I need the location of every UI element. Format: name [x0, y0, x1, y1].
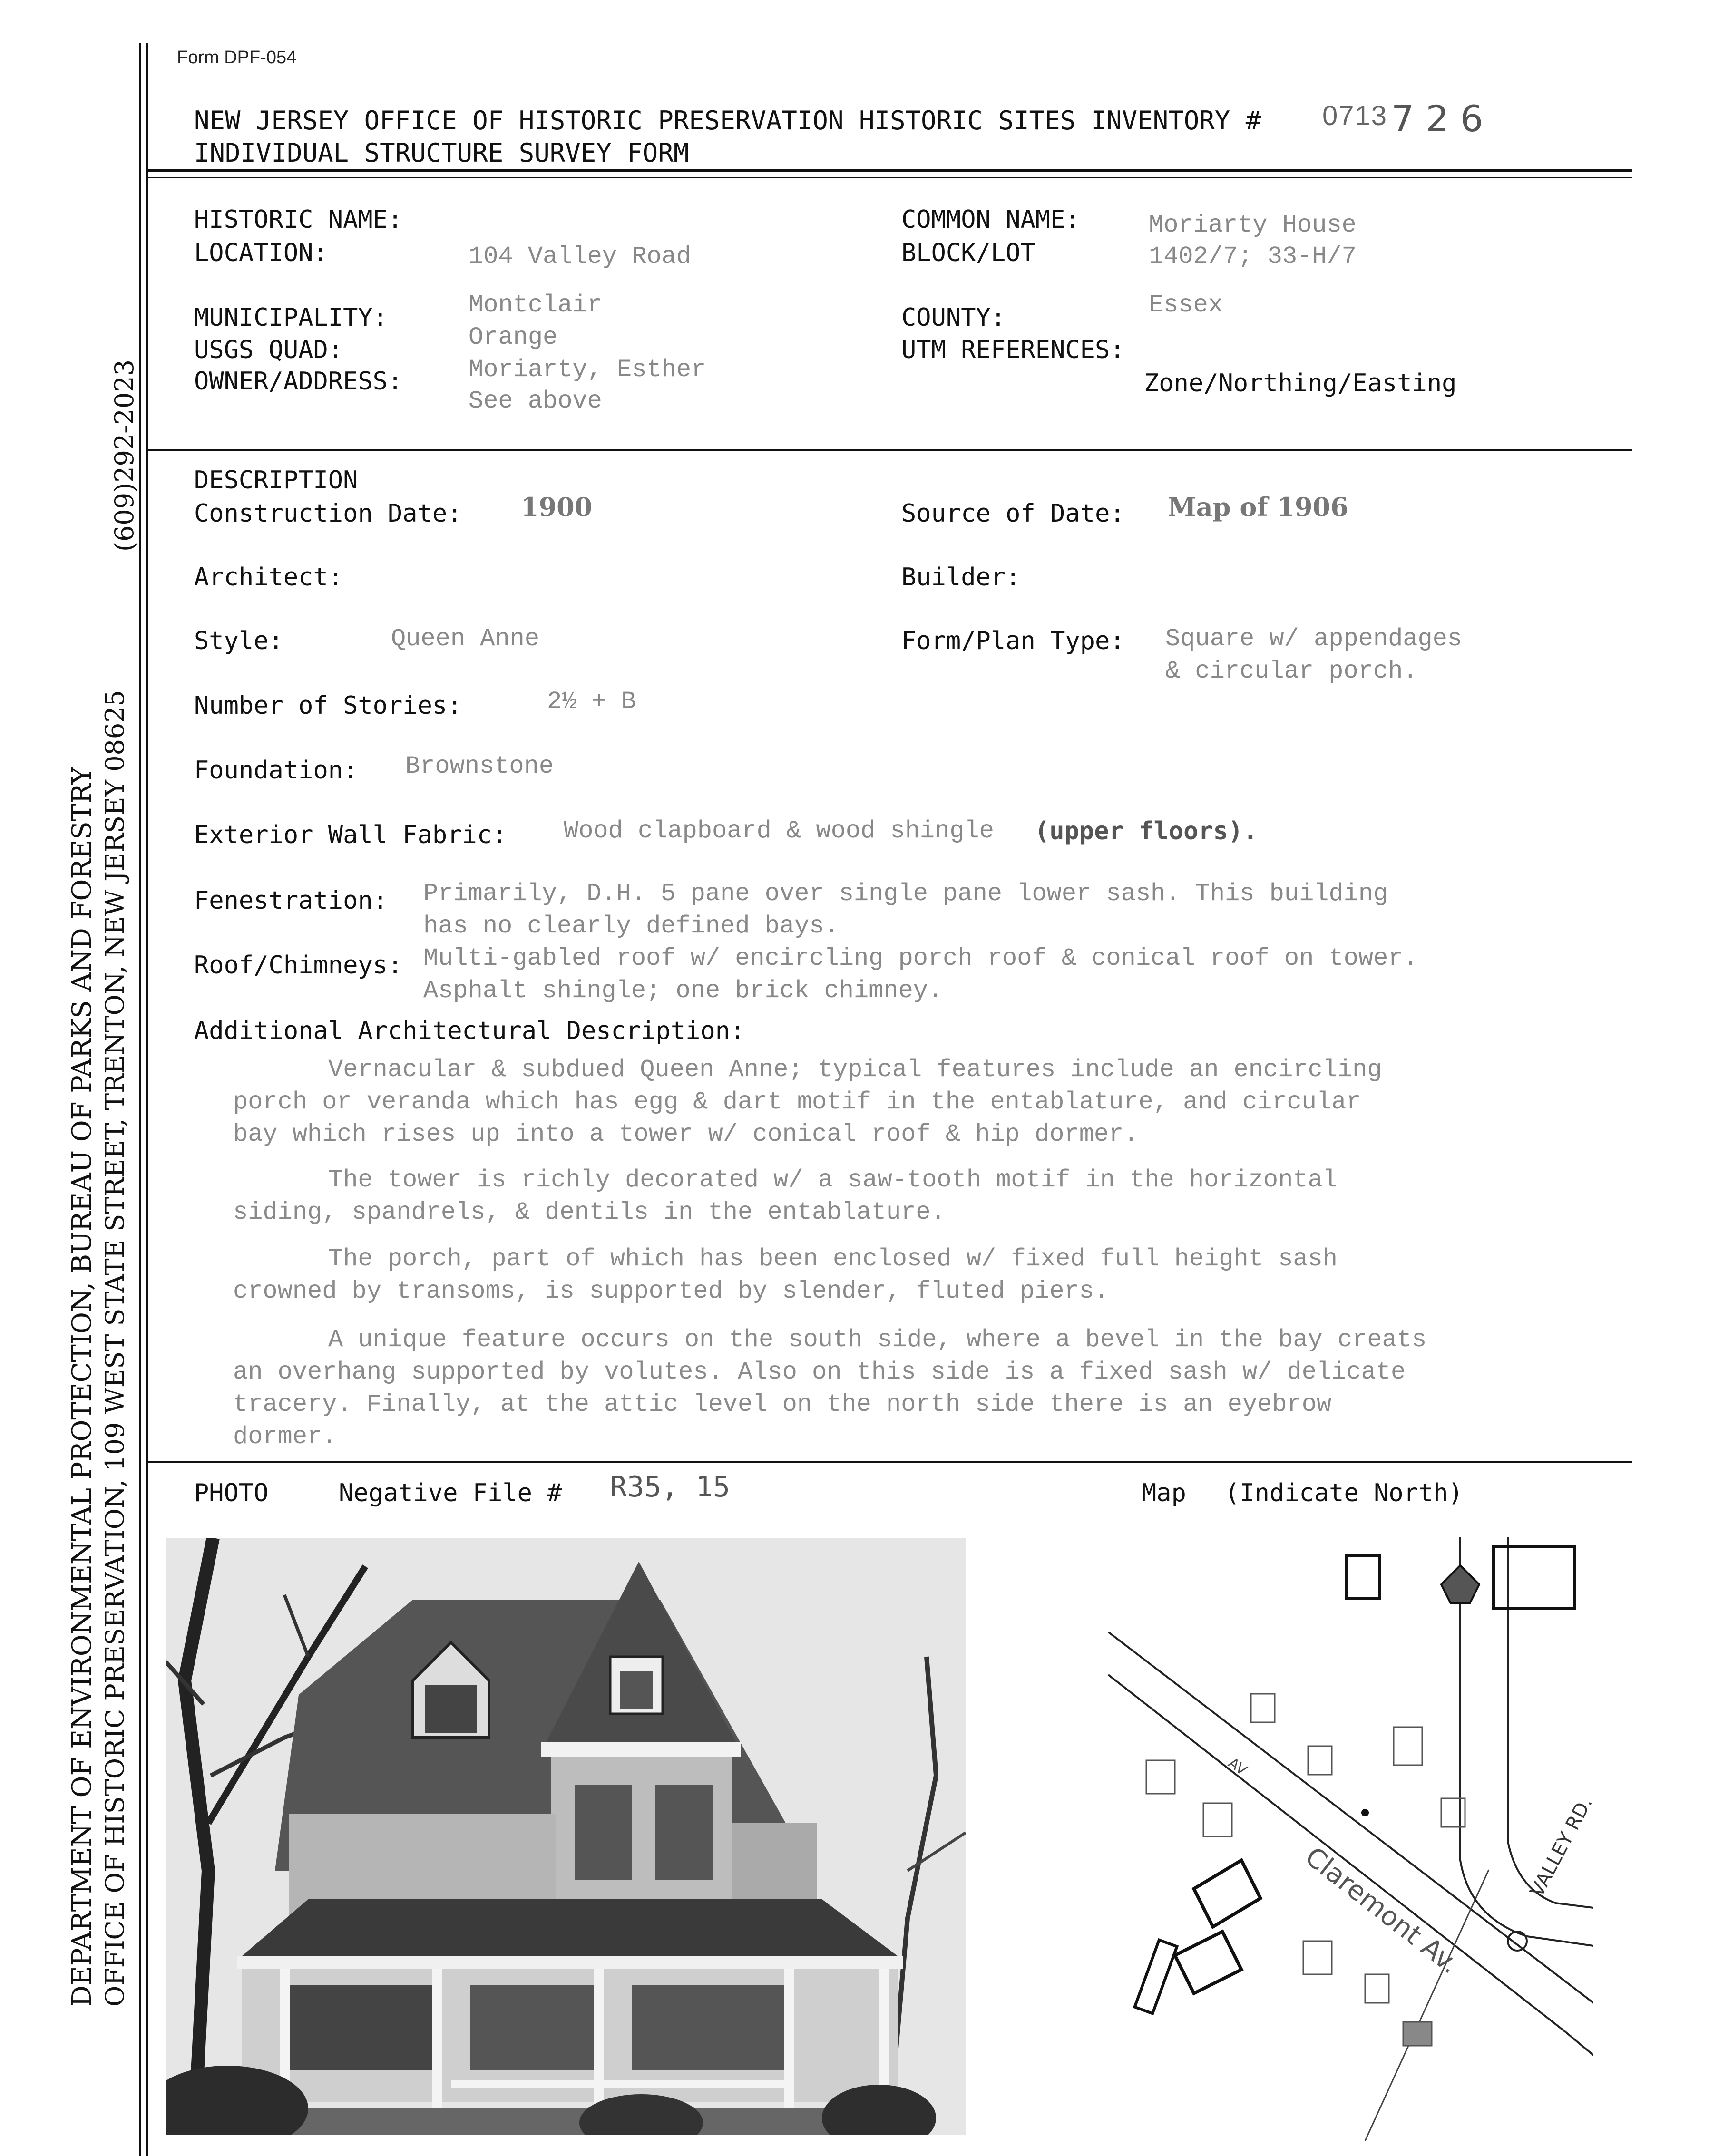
county-value: Essex	[1149, 291, 1223, 319]
side-phone: (609)292-2023	[109, 359, 139, 552]
municipality-value: Montclair	[469, 291, 602, 319]
roof-line-2: Asphalt shingle; one brick chimney.	[423, 977, 943, 1005]
description-heading: DESCRIPTION	[194, 466, 358, 495]
exterior-wall-label: Exterior Wall Fabric:	[194, 821, 507, 849]
fenestration-line-1: Primarily, D.H. 5 pane over single pane lower sash. This building	[423, 880, 1388, 908]
photo-section-rule	[148, 1461, 1632, 1463]
owner-address-value: See above	[469, 387, 602, 415]
common-name-label: COMMON NAME:	[901, 205, 1080, 234]
map-north-note: (Indicate North)	[1225, 1479, 1463, 1507]
form-id: Form DPF-054	[177, 48, 297, 68]
builder-label: Builder:	[901, 563, 1021, 592]
house-photo	[166, 1538, 966, 2135]
style-value: Queen Anne	[391, 625, 540, 653]
house-photo-drawing	[166, 1538, 966, 2135]
left-margin-rule-inner	[146, 43, 148, 2156]
style-label: Style:	[194, 627, 283, 655]
inventory-handwritten: 7 2 6	[1391, 97, 1484, 140]
source-of-date-value: Map of 1906	[1168, 492, 1348, 522]
side-department: DEPARTMENT OF ENVIRONMENTAL PROTECTION, BUREAU OF PARKS AND FORESTRY	[67, 767, 98, 2007]
fenestration-label: Fenestration:	[194, 886, 388, 915]
construction-date-label: Construction Date:	[194, 499, 462, 528]
map-label: Map	[1142, 1479, 1186, 1507]
map-street-claremont: Claremont Av.	[1299, 1841, 1465, 1980]
description-paragraph-3: The porch, part of which has been enclosed w/ fixed full height sash crowned by transoms, is supported by slender, fluted piers.	[233, 1245, 1338, 1305]
foundation-value: Brownstone	[405, 752, 554, 780]
owner-value: Moriarty, Esther	[469, 356, 706, 384]
utm-subheading: Zone/Northing/Easting	[1144, 369, 1457, 398]
location-label: LOCATION:	[194, 239, 328, 267]
negative-file-value: R35, 15	[610, 1470, 730, 1504]
foundation-label: Foundation:	[194, 756, 358, 785]
block-lot-value: 1402/7; 33-H/7	[1149, 243, 1357, 271]
map-street-valley: VALLEY RD.	[1526, 1793, 1593, 1901]
location-value: 104 Valley Road	[469, 243, 692, 271]
description-paragraph-2: The tower is richly decorated w/ a saw-tooth motif in the horizontal siding, spandrels, & dentils in the entablature.	[233, 1166, 1338, 1226]
exterior-wall-value: Wood clapboard & wood shingle	[564, 817, 994, 845]
roof-chimneys-label: Roof/Chimneys:	[194, 951, 403, 980]
additional-description-label: Additional Architectural Description:	[194, 1017, 745, 1045]
header-rule	[148, 169, 1632, 172]
construction-date-value: 1900	[521, 492, 593, 522]
form-plan-type-label: Form/Plan Type:	[901, 627, 1125, 655]
inventory-stamp: 0713	[1322, 100, 1388, 131]
header-rule-2	[148, 177, 1632, 178]
county-label: COUNTY:	[901, 303, 1006, 332]
header-line-1: NEW JERSEY OFFICE OF HISTORIC PRESERVATION HISTORIC SITES INVENTORY #	[194, 106, 1261, 136]
form-plan-value-1: Square w/ appendages	[1165, 625, 1463, 653]
description-paragraph-1: Vernacular & subdued Queen Anne; typical features include an encircling porch or veranda which has egg & dart motif in the entablature, and circular bay which rises up into a tower w/ conical roof & hip dormer.	[233, 1056, 1382, 1148]
description-paragraph-4: A unique feature occurs on the south side, where a bevel in the bay creats an overhang supported by volutes. Also on this side is a fixed sash w/ delicate tracery. Finally, at the attic level on the north side there is an eyebrow dormer.	[233, 1326, 1427, 1451]
stories-value: 2½ + B	[547, 688, 636, 716]
municipality-label: MUNICIPALITY:	[194, 303, 388, 332]
form-plan-value-2: & circular porch.	[1165, 657, 1418, 685]
id-section-rule	[148, 449, 1632, 451]
side-office-address: OFFICE OF HISTORIC PRESERVATION, 109 WEST STATE STREET, TRENTON, NEW JERSEY 08625	[100, 690, 130, 2007]
owner-address-label: OWNER/ADDRESS:	[194, 367, 403, 396]
map-street-av: AV	[1225, 1754, 1250, 1779]
header-line-2: INDIVIDUAL STRUCTURE SURVEY FORM	[194, 138, 689, 168]
source-of-date-label: Source of Date:	[901, 499, 1125, 528]
utm-references-label: UTM REFERENCES:	[901, 336, 1125, 364]
common-name-value: Moriarty House	[1149, 211, 1357, 239]
usgs-quad-value: Orange	[469, 323, 558, 351]
architect-label: Architect:	[194, 563, 343, 592]
exterior-wall-value-2: (upper floors).	[1035, 817, 1258, 845]
roof-line-1: Multi-gabled roof w/ encircling porch roof & conical roof on tower.	[423, 944, 1418, 972]
location-map	[1099, 1537, 1593, 2141]
fenestration-line-2: has no clearly defined bays.	[423, 912, 839, 940]
block-lot-label: BLOCK/LOT	[901, 239, 1035, 267]
location-map-drawing	[1099, 1537, 1593, 2141]
usgs-quad-label: USGS QUAD:	[194, 336, 343, 364]
stories-label: Number of Stories:	[194, 691, 462, 720]
photo-label: PHOTO	[194, 1479, 269, 1507]
negative-file-label: Negative File #	[339, 1479, 562, 1507]
historic-name-label: HISTORIC NAME:	[194, 205, 403, 234]
